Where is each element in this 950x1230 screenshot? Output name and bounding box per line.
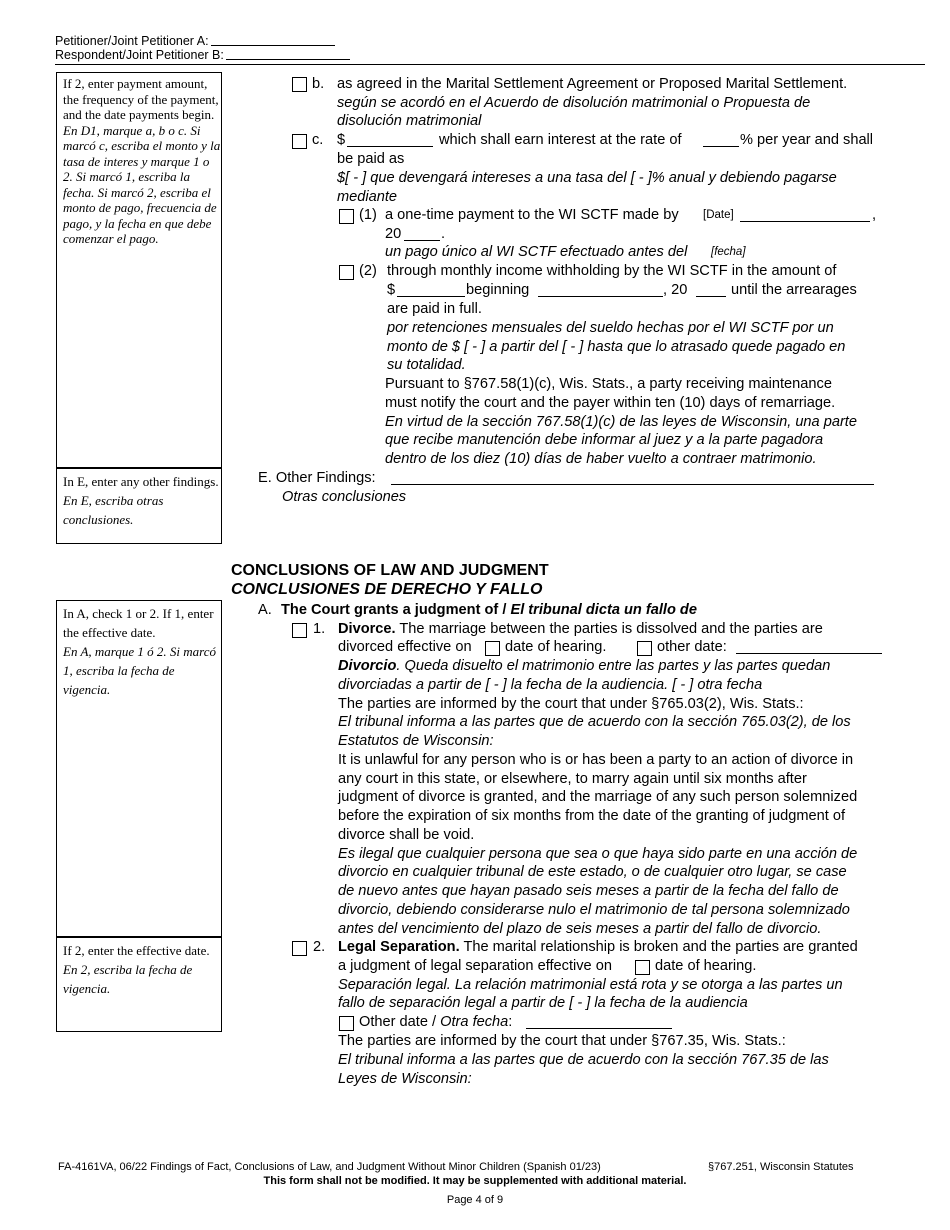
item-letter-a: A.	[258, 602, 272, 618]
checkbox-d-b[interactable]	[292, 77, 307, 92]
page-number: Page 4 of 9	[446, 1194, 504, 1206]
respondent-field[interactable]	[226, 48, 350, 60]
conclusions-title: CONCLUSIONS OF LAW AND JUDGMENT	[231, 562, 549, 579]
d-b-text: as agreed in the Marital Settlement Agreement or Proposed Marital Settlement.	[337, 76, 848, 92]
judgment-heading	[281, 601, 697, 620]
checkbox-option-2[interactable]	[339, 265, 354, 280]
divorce-text-es: divorciadas a partir de [ - ] la fecha de la audiencia. [ - ] otra fecha	[338, 677, 763, 693]
ilegal-text: antes del vencimiento del plazo de seis meses a partir del fallo de divorcio.	[338, 921, 822, 937]
instruction-en: If 2, enter the effective date.	[63, 943, 210, 958]
d-c-text-es: $[ - ] que devengará intereses a una tasa del [ - ]% anual y debiendo pagarse	[337, 170, 837, 186]
unlawful-text: any court in this state, or elsewhere, to marry again until six months after	[338, 771, 807, 787]
sep-informed-text-es: Leyes de Wisconsin:	[338, 1071, 472, 1087]
respondent-label: Respondent/Joint Petitioner B:	[55, 48, 224, 62]
other-findings-label-es: Otras conclusiones	[282, 489, 407, 505]
separation-text-es: fallo de separación legal a partir de [ - ] la fecha de la audiencia	[338, 995, 748, 1011]
caption-header	[55, 34, 350, 62]
pursuant-text-es: dentro de los diez (10) días de haber vuelto a contraer matrimonio.	[385, 451, 817, 467]
option-1-text: a one-time payment to the WI SCTF made by	[385, 207, 679, 223]
instruction-es: En D1, marque a, b o c. Si marcó c, escriba el monto y la tasa de interes y marque 1 o 2. Si marcó 1, escriba la fecha. Si marcó 2, escriba el monto de pago, frecuencia de pago, y la fecha en que debe comenzar el pago.	[63, 122, 221, 246]
ilegal-text: de nuevo antes que hayan pasado seis meses a partir de la fecha del fallo de	[338, 883, 839, 899]
option-2-text: are paid in full.	[387, 301, 482, 317]
sep-informed-text-es: El tribunal informa a las partes que de acuerdo con la sección 767.35 de las	[338, 1052, 829, 1068]
pursuant-text: must notify the court and the payer within ten (10) days of remarriage.	[385, 395, 836, 411]
interest-rate-field[interactable]	[703, 133, 739, 147]
other-findings-field[interactable]	[391, 471, 874, 485]
form-id: FA-4161VA, 06/22 Findings of Fact, Conclusions of Law, and Judgment Without Minor Children (Spanish 01/23)	[58, 1161, 601, 1173]
beginning-date-field[interactable]	[538, 283, 663, 297]
divorce-text	[338, 620, 823, 639]
conclusions-title-es: CONCLUSIONES DE DERECHO Y FALLO	[231, 581, 543, 598]
checkbox-separation-date-of-hearing[interactable]	[635, 960, 650, 975]
separation-text-en: date of hearing.	[655, 958, 757, 974]
other-date-label-en: Other date /	[359, 1014, 437, 1030]
divorce-text-es	[338, 657, 830, 676]
d-b-text-es: según se acordó en el Acuerdo de disolución matrimonial o Propuesta de	[337, 95, 811, 111]
separation-text-en: The marital relationship is broken and the parties are granted	[463, 939, 858, 955]
informed-text-es: El tribunal informa a las partes que de acuerdo con la sección 765.03(2), de los	[338, 714, 851, 730]
separation-text	[338, 938, 858, 957]
checkbox-separation-other-date[interactable]	[339, 1016, 354, 1031]
instruction-en: If 2, enter payment amount, the frequency of the payment, and the date payments begin.	[63, 76, 219, 122]
amount-field[interactable]	[347, 133, 433, 147]
option-2-number: (2)	[359, 263, 377, 279]
ilegal-text: divorcio, debiendo considerarse nulo el matrimonio de tal persona solemnizado	[338, 902, 850, 918]
modification-notice: This form shall not be modified. It may be supplemented with additional material.	[263, 1175, 687, 1187]
statute-reference: §767.251, Wisconsin Statutes	[708, 1161, 854, 1173]
separation-text-en: a judgment of legal separation effective on	[338, 958, 612, 974]
divorce-text-en: The marriage between the parties is dissolved and the parties are	[399, 621, 823, 637]
divorce-label: Divorce.	[338, 621, 396, 637]
instruction-box-payment	[56, 72, 222, 468]
unlawful-text: divorce shall be void.	[338, 827, 475, 843]
unlawful-text: judgment of divorce is granted, and the marriage of any such person solemnized	[338, 789, 858, 805]
period: .	[441, 226, 446, 242]
pursuant-text: Pursuant to §767.58(1)(c), Wis. Stats., a party receiving maintenance	[385, 376, 832, 392]
option-2-text-es: su totalidad.	[387, 357, 466, 373]
ilegal-text: Es ilegal que cualquier persona que sea o que haya sido parte en una acción de	[338, 846, 858, 862]
payment-date-field[interactable]	[740, 208, 870, 222]
instruction-box-other-findings	[56, 468, 222, 544]
separation-number: 2.	[313, 939, 326, 955]
pursuant-text-es: que recibe manutención debe informar al juez y a la parte pagadora	[385, 432, 824, 448]
instruction-en: In A, check 1 or 2. If 1, enter the effective date.	[63, 606, 214, 640]
informed-text: The parties are informed by the court that under §765.03(2), Wis. Stats.:	[338, 696, 804, 712]
divorce-text-en: other date:	[657, 639, 727, 655]
d-c-text-es: mediante	[337, 189, 398, 205]
beginning-label: beginning	[466, 282, 530, 298]
unlawful-text: It is unlawful for any person who is or has been a party to an action of divorce in	[338, 752, 854, 768]
instruction-en: In E, enter any other findings.	[63, 474, 219, 489]
item-letter-b: b.	[312, 76, 325, 92]
divorce-number: 1.	[313, 621, 326, 637]
divorce-text-en: divorced effective on	[338, 639, 472, 655]
checkbox-option-1[interactable]	[339, 209, 354, 224]
option-2-text-es: monto de $ [ - ] a partir del [ - ] hasta que lo atrasado quede pagado en	[387, 339, 846, 355]
other-findings-label: E. Other Findings:	[258, 470, 376, 486]
petitioner-label: Petitioner/Joint Petitioner A:	[55, 34, 209, 48]
withholding-amount-field[interactable]	[397, 283, 465, 297]
date-hint: [Date]	[703, 209, 734, 221]
checkbox-divorce-other-date[interactable]	[637, 641, 652, 656]
dollar-sign: $	[337, 132, 346, 148]
checkbox-divorce[interactable]	[292, 623, 307, 638]
divorce-other-date-field[interactable]	[736, 640, 882, 654]
d-c-text: be paid as	[337, 151, 405, 167]
instruction-box-separation	[56, 937, 222, 1032]
year-field[interactable]	[404, 227, 440, 241]
other-date-label-es: Otra fecha	[440, 1014, 509, 1030]
instruction-es: En E, escriba otras conclusiones.	[63, 493, 164, 527]
unlawful-text: before the expiration of six months from the date of the granting of judgment of	[338, 808, 846, 824]
d-c-text: % per year and shall	[740, 132, 874, 148]
option-2-text: through monthly income withholding by the WI SCTF in the amount of	[387, 263, 837, 279]
sep-informed-text: The parties are informed by the court that under §767.35, Wis. Stats.:	[338, 1033, 786, 1049]
informed-text-es: Estatutos de Wisconsin:	[338, 733, 494, 749]
item-letter-c: c.	[312, 132, 324, 148]
option-2-text: until the arrearages	[731, 282, 857, 298]
separation-other-date-field[interactable]	[526, 1015, 672, 1029]
d-b-text-es: disolución matrimonial	[337, 113, 482, 129]
date-hint-es: [fecha]	[711, 246, 746, 258]
option-1-text-es: un pago único al WI SCTF efectuado antes del	[385, 244, 688, 260]
instruction-es: En 2, escriba la fecha de vigencia.	[63, 962, 193, 996]
year-field[interactable]	[696, 283, 726, 297]
option-2-text-es: por retenciones mensuales del sueldo hechas por el WI SCTF por un	[387, 320, 834, 336]
divorce-text-es: . Queda disuelto el matrimonio entre las partes y las partes quedan	[396, 658, 831, 674]
year-prefix: 20	[385, 226, 402, 242]
checkbox-divorce-date-of-hearing[interactable]	[485, 641, 500, 656]
header-divider	[55, 64, 925, 65]
colon: :	[508, 1014, 513, 1030]
instruction-box-judgment	[56, 600, 222, 937]
d-c-text: which shall earn interest at the rate of	[439, 132, 682, 148]
comma: ,	[872, 207, 877, 223]
option-1-number: (1)	[359, 207, 377, 223]
ilegal-text: divorcio en cualquier tribunal de este estado, o de cualquier otro lugar, se case	[338, 864, 847, 880]
pursuant-text-es: En virtud de la sección 767.58(1)(c) de las leyes de Wisconsin, una parte	[385, 414, 857, 430]
separation-text-es: Separación legal. La relación matrimonial está rota y se otorga a las partes un	[338, 977, 843, 993]
instruction-es: En A, marque 1 ó 2. Si marcó 1, escriba la fecha de vigencia.	[63, 644, 216, 697]
checkbox-d-c[interactable]	[292, 134, 307, 149]
petitioner-field[interactable]	[211, 34, 335, 46]
divorce-text-en: date of hearing.	[505, 639, 607, 655]
separation-label: Legal Separation.	[338, 939, 460, 955]
judgment-heading-es: El tribunal dicta un fallo de	[510, 602, 697, 618]
divorce-label-es: Divorcio	[338, 658, 397, 674]
year-prefix: , 20	[663, 282, 688, 298]
checkbox-legal-separation[interactable]	[292, 941, 307, 956]
dollar-sign: $	[387, 282, 396, 298]
judgment-heading-en: The Court grants a judgment of /	[281, 602, 507, 618]
other-date-label	[359, 1013, 512, 1032]
